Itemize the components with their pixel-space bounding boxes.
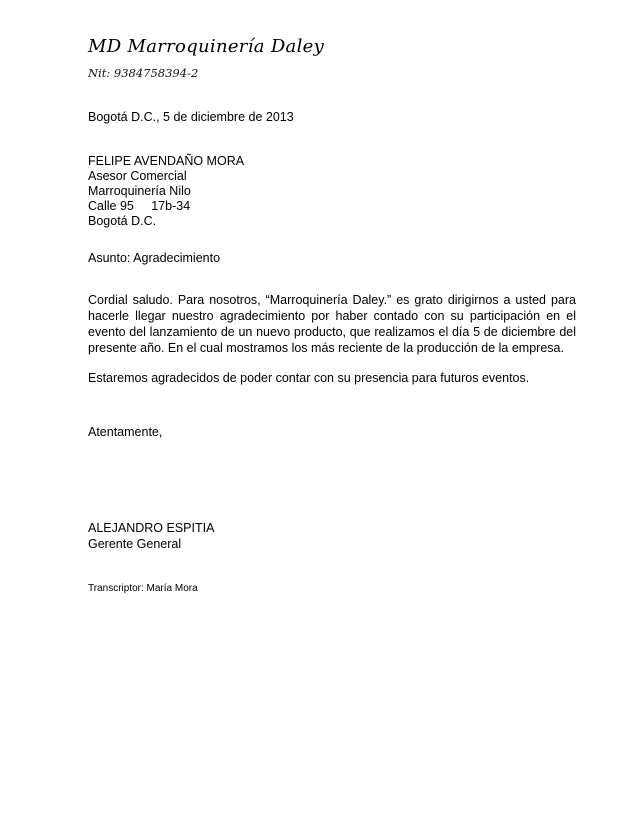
signer-title: Gerente General (88, 537, 182, 551)
body-paragraph-1: Cordial saludo. Para nosotros, “Marroquinería Daley.” es grato dirigirnos a usted para hacerle llegar nuestro agradecimiento por haber contado con su participación en el evento del lanzamiento de un nuevo producto, que realizamos el día 5 de diciembre del presente año. En el cual mostramos los más reciente de la producción de la empresa. (88, 293, 576, 355)
recipient-company: Marroquinería Nilo (88, 184, 191, 198)
recipient-name: FELIPE AVENDAÑO MORA (88, 154, 245, 168)
company-name: MD Marroquinería Daley (88, 36, 325, 57)
transcriptor-line: Transcriptor: María Mora (88, 583, 198, 594)
company-nit: Nit: 9384758394-2 (88, 66, 199, 80)
signer-name: ALEJANDRO ESPITIA (88, 521, 215, 535)
body-paragraph-2: Estaremos agradecidos de poder contar con su presencia para futuros eventos. (88, 371, 530, 385)
closing-line: Atentamente, (88, 425, 163, 439)
subject-line: Asunto: Agradecimiento (88, 251, 221, 265)
recipient-address: Calle 95 17b-34 (88, 199, 191, 213)
recipient-title: Asesor Comercial (88, 169, 187, 183)
recipient-city: Bogotá D.C. (88, 214, 157, 228)
signer-block (88, 521, 214, 553)
recipient-block (88, 154, 244, 229)
date-line: Bogotá D.C., 5 de diciembre de 2013 (88, 110, 294, 124)
